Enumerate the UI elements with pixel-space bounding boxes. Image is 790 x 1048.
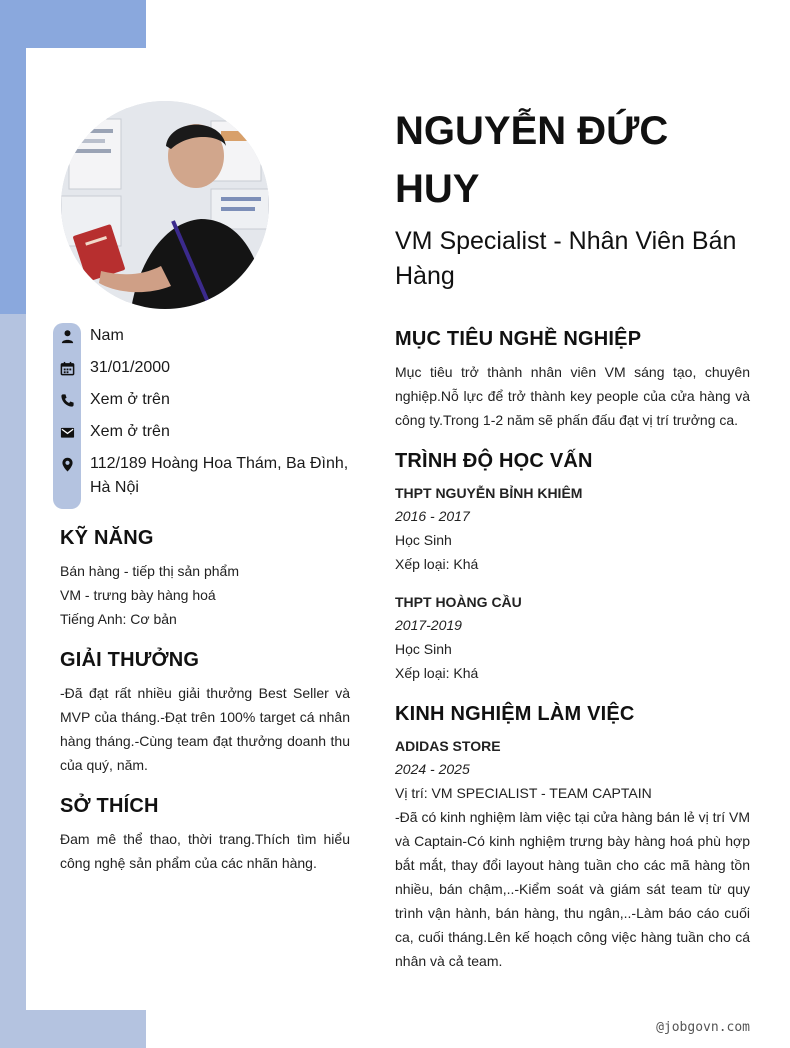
skill-item: Tiếng Anh: Cơ bản — [60, 611, 177, 627]
education-grade: Xếp loại: Khá — [395, 665, 479, 681]
candidate-name: NGUYỄN ĐỨC HUY — [395, 109, 669, 211]
person-icon — [53, 324, 81, 348]
education-period: 2016 - 2017 — [395, 508, 470, 524]
contact-email — [53, 420, 353, 444]
experience-company: ADIDAS STORE — [395, 738, 501, 754]
hobbies-heading: SỞ THÍCH — [60, 795, 159, 817]
avatar-photo — [61, 101, 269, 309]
contact-gender — [53, 324, 353, 348]
experience-description: -Đã có kinh nghiệm làm việc tại cửa hàng bán lẻ vị trí VM và Captain-Có kinh nghiệm trưng bày hàng hoá phù hợp bắt mắt, thay đổi layout hàng tuần cho các mã hàng tồn nhiều, bán chậm,..-Kiểm soát và giám sát team từ quy trình vận hành, bán hàng, thu ngân,..-Làm báo cáo cuối ca, cuối tháng.Lên kế hoạch công việc hàng tuần cho cá nhân và cả team. — [395, 809, 750, 969]
experience-heading: KINH NGHIỆM LÀM VIỆC — [395, 703, 635, 725]
education-heading: TRÌNH ĐỘ HỌC VẤN — [395, 450, 593, 472]
objective-heading: MỤC TIÊU NGHỀ NGHIỆP — [395, 328, 642, 350]
calendar-icon — [53, 356, 81, 380]
contact-email-text: Xem ở trên — [90, 423, 170, 440]
email-icon — [53, 420, 81, 444]
phone-icon — [53, 388, 81, 412]
footer-watermark: @jobgovn.com — [656, 1020, 750, 1035]
contact-birthdate — [53, 356, 353, 380]
education-grade: Xếp loại: Khá — [395, 556, 479, 572]
contact-phone-text: Xem ở trên — [90, 391, 170, 408]
contact-phone — [53, 388, 353, 412]
education-position: Học Sinh — [395, 641, 452, 657]
candidate-role: VM Specialist - Nhân Viên Bán Hàng — [395, 227, 737, 290]
awards-heading: GIẢI THƯỞNG — [60, 649, 200, 671]
objective-text: Mục tiêu trở thành nhân viên VM sáng tạo, chuyên nghiệp.Nỗ lực để trở thành key people của cửa hàng và công ty.Trong 1-2 năm sẽ phấn đấu đạt vị trí trưởng ca. — [395, 364, 750, 428]
education-school: THPT NGUYỄN BỈNH KHIÊM — [395, 485, 583, 501]
experience-period: 2024 - 2025 — [395, 761, 470, 777]
contact-birthdate-text: 31/01/2000 — [90, 359, 171, 376]
skills-heading: KỸ NĂNG — [60, 527, 154, 549]
skill-item: VM - trưng bày hàng hoá — [60, 587, 216, 603]
skill-item: Bán hàng - tiếp thị sản phẩm — [60, 563, 240, 579]
contact-address — [53, 452, 353, 500]
education-period: 2017-2019 — [395, 617, 462, 633]
contact-address-text: 112/189 Hoàng Hoa Thám, Ba Đình, Hà Nội — [90, 455, 349, 496]
contact-gender-text: Nam — [90, 327, 124, 344]
avatar — [61, 101, 269, 309]
location-pin-icon — [53, 452, 81, 476]
awards-text: -Đã đạt rất nhiều giải thưởng Best Seller và MVP của tháng.-Đạt trên 100% target cá nhân hàng tháng.-Cùng team đạt thưởng doanh thu của quý, năm. — [60, 685, 350, 773]
education-position: Học Sinh — [395, 532, 452, 548]
education-school: THPT HOÀNG CẦU — [395, 594, 522, 610]
hobbies-text: Đam mê thể thao, thời trang.Thích tìm hiểu công nghệ sản phẩm của các nhãn hàng. — [60, 831, 350, 871]
experience-position: Vị trí: VM SPECIALIST - TEAM CAPTAIN — [395, 785, 652, 801]
